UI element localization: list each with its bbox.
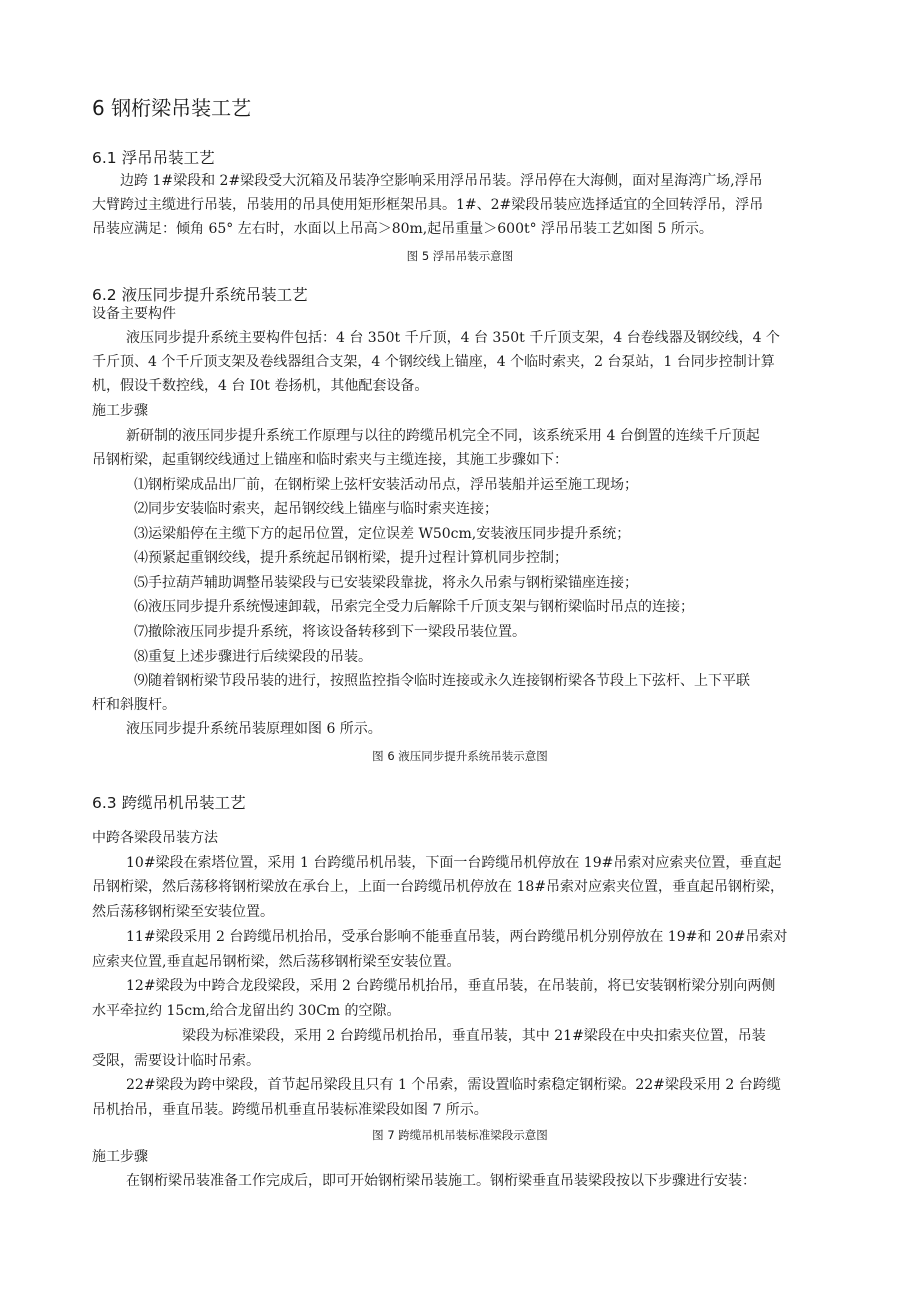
- s62-step-9: ⑼随着钢桁梁节段吊装的进行，按照监控指令临时连接或永久连接钢桁梁各节段上下弦杆、上下平联: [134, 673, 750, 689]
- chapter-title: 6 钢桁梁吊装工艺: [92, 96, 252, 120]
- s62-step-1: ⑴钢桁梁成品出厂前，在钢桁梁上弦杆安装活动吊点，浮吊装船并运至施工现场；: [134, 477, 638, 493]
- s62-step-8: ⑻重复上述步骤进行后续梁段的吊装。: [134, 649, 372, 665]
- s61-line-2: 大臂跨过主缆进行吊装，吊装用的吊具使用矩形框架吊具。1#、2#梁段吊装应选择适宜的全回转浮吊，浮吊: [92, 197, 764, 213]
- s62-closing: 液压同步提升系统吊装原理如图 6 所示。: [126, 721, 382, 737]
- s63-p12-line-2: 水平牵拉约 15cm,给合龙留出约 30Cm 的空隙。: [92, 1003, 401, 1019]
- figure-5-caption: 图 5 浮吊吊装示意图: [406, 249, 514, 263]
- s63-p11-line-1: 11#梁段采用 2 台跨缆吊机抬吊，受承台影响不能垂直吊装，两台跨缆吊机分别停放在 19#和 20#吊索对: [126, 929, 788, 945]
- s61-line-1: 边跨 1#梁段和 2#梁段受大沉箱及吊装净空影响采用浮吊吊装。浮吊停在大海侧，面对星海湾广场,浮吊: [120, 173, 763, 189]
- s61-line-3: 吊装应满足：倾角 65° 左右时，水面以上吊高＞80m,起吊重量＞600t° 浮吊吊装工艺如图 5 所示。: [92, 221, 713, 237]
- s62-subheading-steps: 施工步骤: [92, 403, 148, 419]
- s63-p10-line-1: 10#梁段在索塔位置，采用 1 台跨缆吊机吊装，下面一台跨缆吊机停放在 19#吊索对应索夹位置，垂直起: [126, 855, 782, 871]
- s63-subheading-steps: 施工步骤: [92, 1149, 148, 1165]
- s63-p10-line-3: 然后荡移钢桁梁至安装位置。: [92, 904, 274, 920]
- s62-step-6: ⑹液压同步提升系统慢速卸载，吊索完全受力后解除千斤顶支架与钢桁梁临时吊点的连接；: [134, 599, 694, 615]
- section-6-1-heading: 6.1 浮吊吊装工艺: [92, 149, 215, 167]
- s63-standard-line-1: 梁段为标准梁段，采用 2 台跨缆吊机抬吊，垂直吊装，其中 21#梁段在中央扣索夹位置，吊装: [182, 1028, 766, 1044]
- s63-last-line: 在钢桁梁吊装准备工作完成后，即可开始钢桁梁吊装施工。钢桁梁垂直吊装梁段按以下步骤进行安装：: [126, 1173, 756, 1189]
- s62-step-2: ⑵同步安装临时索夹，起吊钢绞线上锚座与临时索夹连接；: [134, 501, 498, 517]
- s63-p22-line-1: 22#梁段为跨中梁段，首节起吊梁段且只有 1 个吊索，需设置临时索稳定钢桁梁。22#梁段采用 2 台跨缆: [126, 1077, 781, 1093]
- s63-standard-line-2: 受限，需要设计临时吊索。: [92, 1053, 260, 1069]
- s63-subheading-methods: 中跨各梁段吊装方法: [92, 830, 218, 846]
- s62-subheading-components: 设备主要构件: [92, 306, 176, 322]
- s62-para2-line-1: 新研制的液压同步提升系统工作原理与以往的跨缆吊机完全不同，该系统采用 4 台倒置的连续千斤顶起: [126, 428, 760, 444]
- s62-step-7: ⑺撤除液压同步提升系统，将该设备转移到下一梁段吊装位置。: [134, 624, 526, 640]
- s63-p11-line-2: 应索夹位置,垂直起吊钢桁梁，然后荡移钢桁梁至安装位置。: [92, 954, 461, 970]
- s62-step-9-continued: 杆和斜腹杆。: [92, 697, 176, 713]
- s62-para1-line-3: 机，假设千数控线，4 台 I0t 卷扬机，其他配套设备。: [92, 378, 429, 394]
- s62-para1-line-2: 千斤顶、4 个千斤顶支架及卷线器组合支架，4 个钢绞线上锚座，4 个临时索夹，2 台泵站，1 台同步控制计算: [92, 354, 775, 370]
- figure-7-caption: 图 7 跨缆吊机吊装标准梁段示意图: [372, 1128, 548, 1142]
- s63-p22-line-2: 吊机抬吊，垂直吊装。跨缆吊机垂直吊装标准梁段如图 7 所示。: [92, 1102, 488, 1118]
- s62-step-4: ⑷预紧起重钢绞线，提升系统起吊钢桁梁，提升过程计算机同步控制；: [134, 550, 568, 566]
- section-6-3-heading: 6.3 跨缆吊机吊装工艺: [92, 794, 246, 812]
- figure-6-caption: 图 6 液压同步提升系统吊装示意图: [372, 749, 548, 763]
- section-6-2-heading: 6.2 液压同步提升系统吊装工艺: [92, 286, 308, 304]
- s63-p10-line-2: 吊钢桁梁，然后荡移将钢桁梁放在承台上，上面一台跨缆吊机停放在 18#吊索对应索夹位置，垂直起吊钢桁梁，: [92, 879, 784, 895]
- s62-step-5: ⑸手拉葫芦辅助调整吊装梁段与已安装梁段靠拢，将永久吊索与钢桁梁锚座连接；: [134, 575, 638, 591]
- s62-step-3: ⑶运梁船停在主缆下方的起吊位置，定位误差 W50cm,安装液压同步提升系统；: [134, 526, 631, 542]
- s62-para2-line-2: 吊钢桁梁，起重钢绞线通过上锚座和临时索夹与主缆连接，其施工步骤如下：: [92, 452, 568, 468]
- s63-p12-line-1: 12#梁段为中跨合龙段梁段，采用 2 台跨缆吊机抬吊，垂直吊装，在吊装前，将已安装钢桁梁分别向两侧: [126, 978, 776, 994]
- s62-para1-line-1: 液压同步提升系统主要构件包括：4 台 350t 千斤顶，4 台 350t 千斤顶支架，4 台卷线器及钢绞线，4 个: [126, 330, 780, 346]
